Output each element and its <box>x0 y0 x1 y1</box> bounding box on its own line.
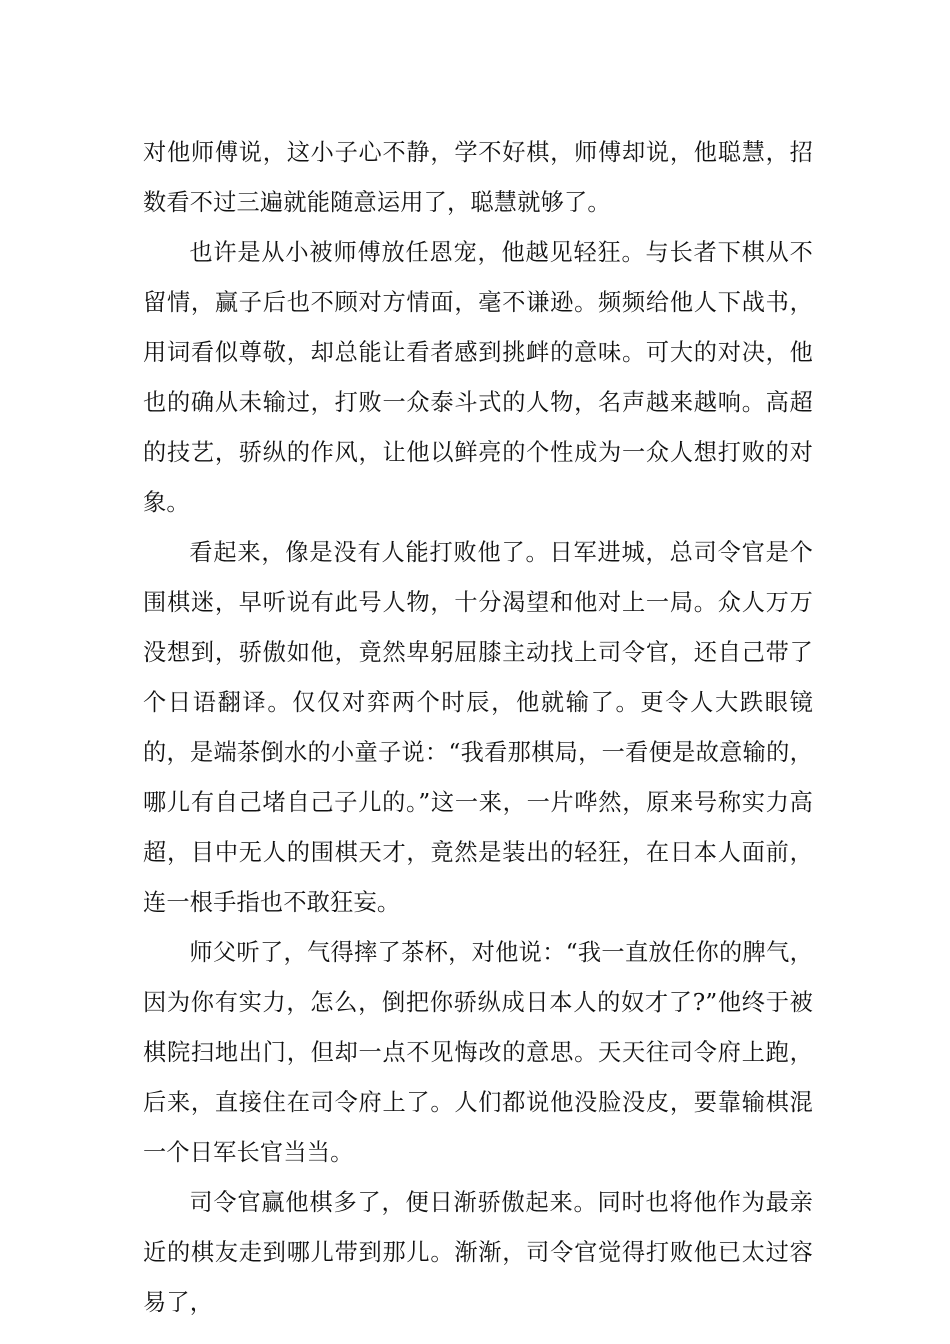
paragraph-3: 看起来，像是没有人能打败他了。日军进城，总司令官是个围棋迷，早听说有此号人物，十分渴望和他对上一局。众人万万没想到，骄傲如他，竟然卑躬屈膝主动找上司令官，还自己带了个日语翻译。仅仅对弈两个时辰，他就输了。更令人大跌眼镜的，是端茶倒水的小童子说：“我看那棋局，一看便是故意输的，哪儿有自己堵自己子儿的。”这一来，一片哗然，原来号称实力高超，目中无人的围棋天才，竟然是装出的轻狂，在日本人面前，连一根手指也不敢狂妄。 <box>143 539 813 916</box>
paragraph-4: 师父听了，气得摔了茶杯，对他说：“我一直放任你的脾气，因为你有实力，怎么，倒把你骄纵成日本人的奴才了?”他终于被棋院扫地出门，但却一点不见悔改的意思。天天往司令府上跑，后来，直接住在司令府上了。人们都说他没脸没皮，要靠输棋混一个日军长官当当。 <box>143 939 813 1166</box>
paragraph-2: 也许是从小被师傅放任恩宠，他越见轻狂。与长者下棋从不留情，赢子后也不顾对方情面，毫不谦逊。频频给他人下战书，用词看似尊敬，却总能让看者感到挑衅的意味。可大的对决，他也的确从未输过，打败一众泰斗式的人物，名声越来越响。高超的技艺，骄纵的作风，让他以鲜亮的个性成为一众人想打败的对象。 <box>143 239 813 516</box>
document-body <box>143 128 813 1328</box>
paragraph-1: 对他师傅说，这小子心不静，学不好棋，师傅却说，他聪慧，招数看不过三遍就能随意运用了，聪慧就够了。 <box>143 139 813 216</box>
paragraph-5: 司令官赢他棋多了，便日渐骄傲起来。同时也将他作为最亲近的棋友走到哪儿带到那儿。渐渐，司令官觉得打败他已太过容易了， <box>143 1189 813 1316</box>
